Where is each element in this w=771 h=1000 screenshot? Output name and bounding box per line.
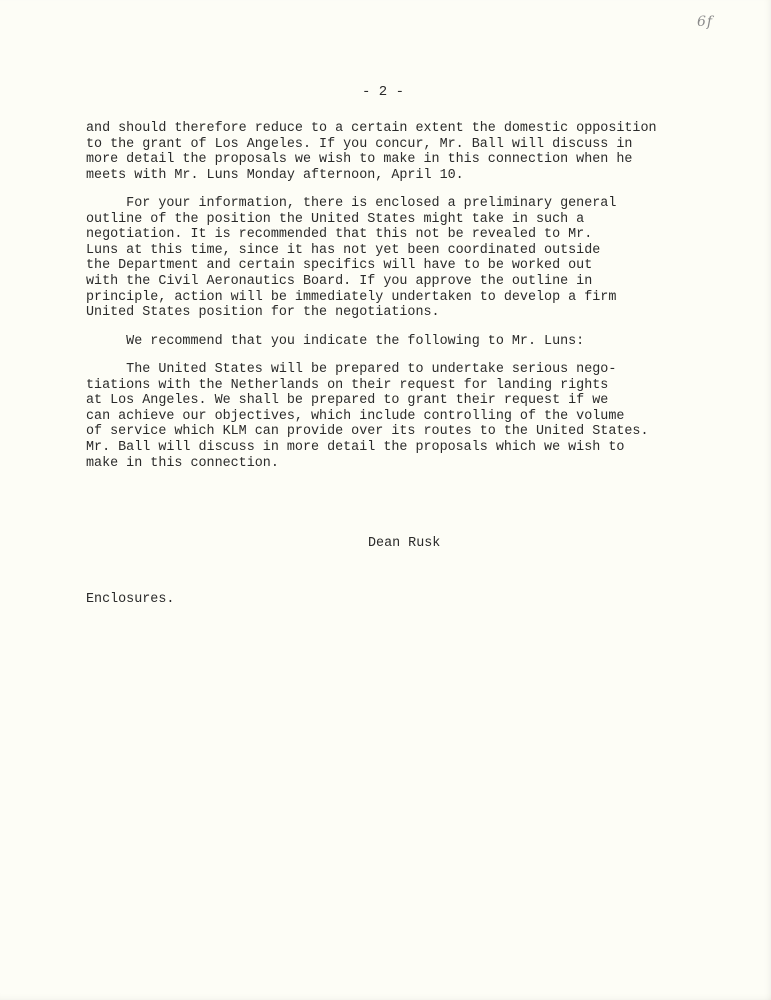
signature: Dean Rusk (368, 536, 441, 551)
handwritten-page-mark: 6f (697, 14, 714, 30)
paragraph-recommendation: We recommend that you indicate the following to Mr. Luns: (86, 334, 585, 349)
page-number: - 2 - (362, 84, 405, 100)
paragraph-statement: The United States will be prepared to undertake serious nego- tiations with the Netherlands on their request for landing rights at Los Angeles. We shall be prepared to grant their request if we can achieve our objectives, which include controlling of the volume of service which KLM can provide over its routes to the United States. Mr. Ball will discuss in more detail the proposals which we wish to make in this connection. (86, 362, 649, 471)
paragraph-information: For your information, there is enclosed a preliminary general outline of the position the United States might take in such a negotiation. It is recommended that this not be revealed to Mr. Luns at this time, since it has not yet been coordinated outside the Department and certain specifics will have to be worked out with the Civil Aeronautics Board. If you approve the outline in principle, action will be immediately undertaken to develop a firm United States position for the negotiations. (86, 196, 617, 321)
enclosures-note: Enclosures. (86, 592, 175, 607)
paragraph-continuation: and should therefore reduce to a certain extent the domestic opposition to the grant of Los Angeles. If you concur, Mr. Ball will discuss in more detail the proposals we wish to make in this connection when he meets with Mr. Luns Monday afternoon, April 10. (86, 121, 657, 183)
